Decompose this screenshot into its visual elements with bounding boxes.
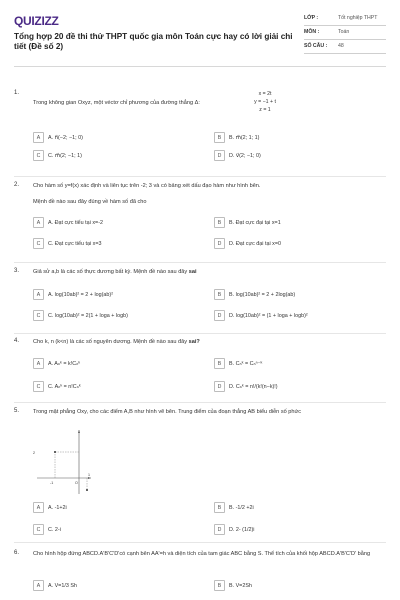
y-axis-arrow [78, 430, 80, 433]
option-text: A. -1+2i [48, 504, 67, 511]
system-line: x = 2t [258, 91, 272, 97]
option-letter-box: D [214, 310, 225, 321]
meta-key: MÔN : [304, 29, 320, 35]
option-letter-box: A [33, 502, 44, 513]
option-a[interactable] [33, 358, 80, 369]
option-d[interactable] [214, 524, 254, 535]
option-b[interactable] [214, 580, 252, 591]
option-letter-box: B [214, 580, 225, 591]
question-text [33, 268, 383, 276]
option-d[interactable] [214, 150, 261, 161]
system-line: y = −1 + t [254, 99, 276, 105]
question-text: Trong không gian Oxyz, một véctơ chỉ phương của đường thẳng Δ: [33, 100, 200, 106]
question-subtext: Mệnh đề nào sau đây đúng về hàm số đã cho [33, 199, 147, 205]
origin-label: O [75, 481, 78, 485]
option-letter-box: C [33, 150, 44, 161]
option-b[interactable] [214, 502, 254, 513]
option-c[interactable] [33, 150, 82, 161]
option-text: A. Đạt cực tiểu tại x=-2 [48, 219, 103, 226]
meta-value: Toán [338, 29, 350, 35]
option-d[interactable] [214, 310, 308, 321]
question-text: Trong mặt phẳng Oxy, cho các điểm A,B như hình vẽ bên. Trung điểm của đoạn thẳng AB biểu diễn số phức [33, 409, 302, 415]
question-number: 2. [14, 182, 20, 188]
header-divider [14, 66, 386, 67]
meta-key: LỚP : [304, 15, 319, 21]
meta-row-subject [304, 26, 386, 40]
option-text: B. Đạt cực đại tại x=1 [229, 219, 281, 226]
question-text: Cho hình hộp đứng ABCD.A'B'C'D'có cạnh bên AA'=h và diện tích của tam giác ABC bằng S. Thể tích của khối hộp ABCD.A'B'C'D' bằng [33, 551, 371, 557]
question-1 [14, 90, 386, 160]
option-a[interactable] [33, 580, 77, 591]
question-5 [14, 408, 386, 540]
question-text [33, 338, 383, 346]
question-number: 5. [14, 408, 20, 414]
option-letter-box: D [214, 524, 225, 535]
option-c[interactable] [33, 310, 128, 321]
option-text: C. Aₙᵏ = n!Cₙᵏ [48, 383, 81, 390]
question-text-emphasis: sai [188, 269, 197, 275]
question-divider [14, 542, 386, 543]
question-2 [14, 182, 386, 252]
option-text: B. V=2Sh [229, 582, 252, 589]
option-text: A. Aₙᵏ = k!Cₙᵏ [48, 360, 81, 367]
option-text: C. log(10ab)² = 2(1 + loga + logb) [48, 312, 128, 319]
point-b [86, 489, 88, 491]
option-letter-box: B [214, 502, 225, 513]
option-text: C. 2-i [48, 526, 61, 533]
option-text: C. Đạt cực tiểu tại x=3 [48, 240, 102, 247]
option-letter-box: B [214, 217, 225, 228]
option-text: B. m⃗(2; 1; 1) [229, 134, 260, 141]
option-letter-box: C [33, 524, 44, 535]
y-tick-label: 2 [33, 451, 35, 455]
coordinate-graph [33, 428, 93, 496]
meta-row-count [304, 40, 386, 54]
option-c[interactable] [33, 381, 81, 392]
x-tick-neg-label: -1 [50, 481, 54, 485]
quizizz-logo: QUIZIZZ [14, 14, 59, 28]
option-text: B. log(10ab)² = 2 + 2log(ab) [229, 291, 296, 298]
option-c[interactable] [33, 524, 61, 535]
meta-row-class [304, 12, 386, 26]
question-number: 4. [14, 338, 20, 344]
option-a[interactable] [33, 502, 67, 513]
option-letter-box: D [214, 238, 225, 249]
option-text: D. 2- (1/2)i [229, 526, 255, 533]
option-letter-box: B [214, 132, 225, 143]
option-b[interactable] [214, 289, 295, 300]
option-text: D. log(10ab)² = (1 + loga + logb)² [229, 312, 308, 319]
option-text: D. Đạt cực đại tại x=0 [229, 240, 281, 247]
option-c[interactable] [33, 238, 102, 249]
x-axis-arrow [88, 477, 91, 479]
meta-table [304, 12, 386, 54]
meta-value: 48 [338, 43, 344, 49]
option-text: B. -1/2 +2i [229, 504, 254, 511]
option-letter-box: C [33, 310, 44, 321]
meta-key: SỐ CÂU : [304, 43, 328, 49]
option-text: C. m⃗(2; −1; 1) [48, 152, 82, 159]
point-a [54, 451, 56, 453]
option-a[interactable] [33, 217, 103, 228]
question-divider [14, 402, 386, 403]
option-d[interactable] [214, 238, 281, 249]
question-text-main: Giả sử a,b là các số thực dương bất kỳ. Mệnh đề nào sau đây [33, 269, 189, 275]
option-text: B. Cₙᵏ = Cₙⁿ⁻ᵏ [229, 360, 263, 367]
option-text: D. Cₙᵏ = n!/(k!(n−k)!) [229, 383, 278, 390]
option-a[interactable] [33, 289, 113, 300]
system-line: z = 1 [259, 107, 271, 113]
question-6 [14, 550, 386, 596]
question-text-emphasis: sai? [188, 339, 200, 345]
option-b[interactable] [214, 217, 281, 228]
meta-value: Tốt nghiệp THPT [338, 15, 378, 21]
option-letter-box: A [33, 132, 44, 143]
option-text: D. v⃗(2; −1; 0) [229, 152, 261, 159]
question-number: 6. [14, 550, 20, 556]
option-letter-box: B [214, 358, 225, 369]
line-system [250, 90, 280, 114]
option-letter-box: A [33, 358, 44, 369]
question-divider [14, 262, 386, 263]
option-text: A. V=1/3 Sh [48, 582, 77, 589]
question-number: 3. [14, 268, 20, 274]
document-title: Tổng hợp 20 đề thi thử THPT quốc gia môn Toán cực hay có lời giải chi tiết (Đề số 2) [14, 32, 293, 51]
option-text: A. log(10ab)² = 2 + log(ab)² [48, 291, 114, 298]
question-4 [14, 338, 386, 398]
option-letter-box: A [33, 217, 44, 228]
question-text-main: Cho k, n (k<n) là các số nguyên dương. Mệnh đề nào sau đây [33, 339, 189, 345]
option-b[interactable] [214, 132, 259, 143]
question-divider [14, 176, 386, 177]
option-a[interactable] [33, 132, 83, 143]
option-letter-box: A [33, 289, 44, 300]
question-3 [14, 268, 386, 328]
option-letter-box: B [214, 289, 225, 300]
x-tick-pos-label: 1 [88, 473, 90, 477]
option-text: A. n⃗(−2; −1; 0) [48, 134, 83, 141]
option-d[interactable] [214, 381, 278, 392]
question-number: 1. [14, 90, 20, 96]
option-letter-box: C [33, 238, 44, 249]
option-letter-box: A [33, 580, 44, 591]
option-letter-box: D [214, 150, 225, 161]
question-text: Cho hàm số y=f(x) xác định và liên tục trên -2; 3 và có bảng xét dấu đạo hàm như hình bên. [33, 183, 261, 189]
question-divider [14, 333, 386, 334]
option-letter-box: D [214, 381, 225, 392]
option-b[interactable] [214, 358, 262, 369]
option-letter-box: C [33, 381, 44, 392]
